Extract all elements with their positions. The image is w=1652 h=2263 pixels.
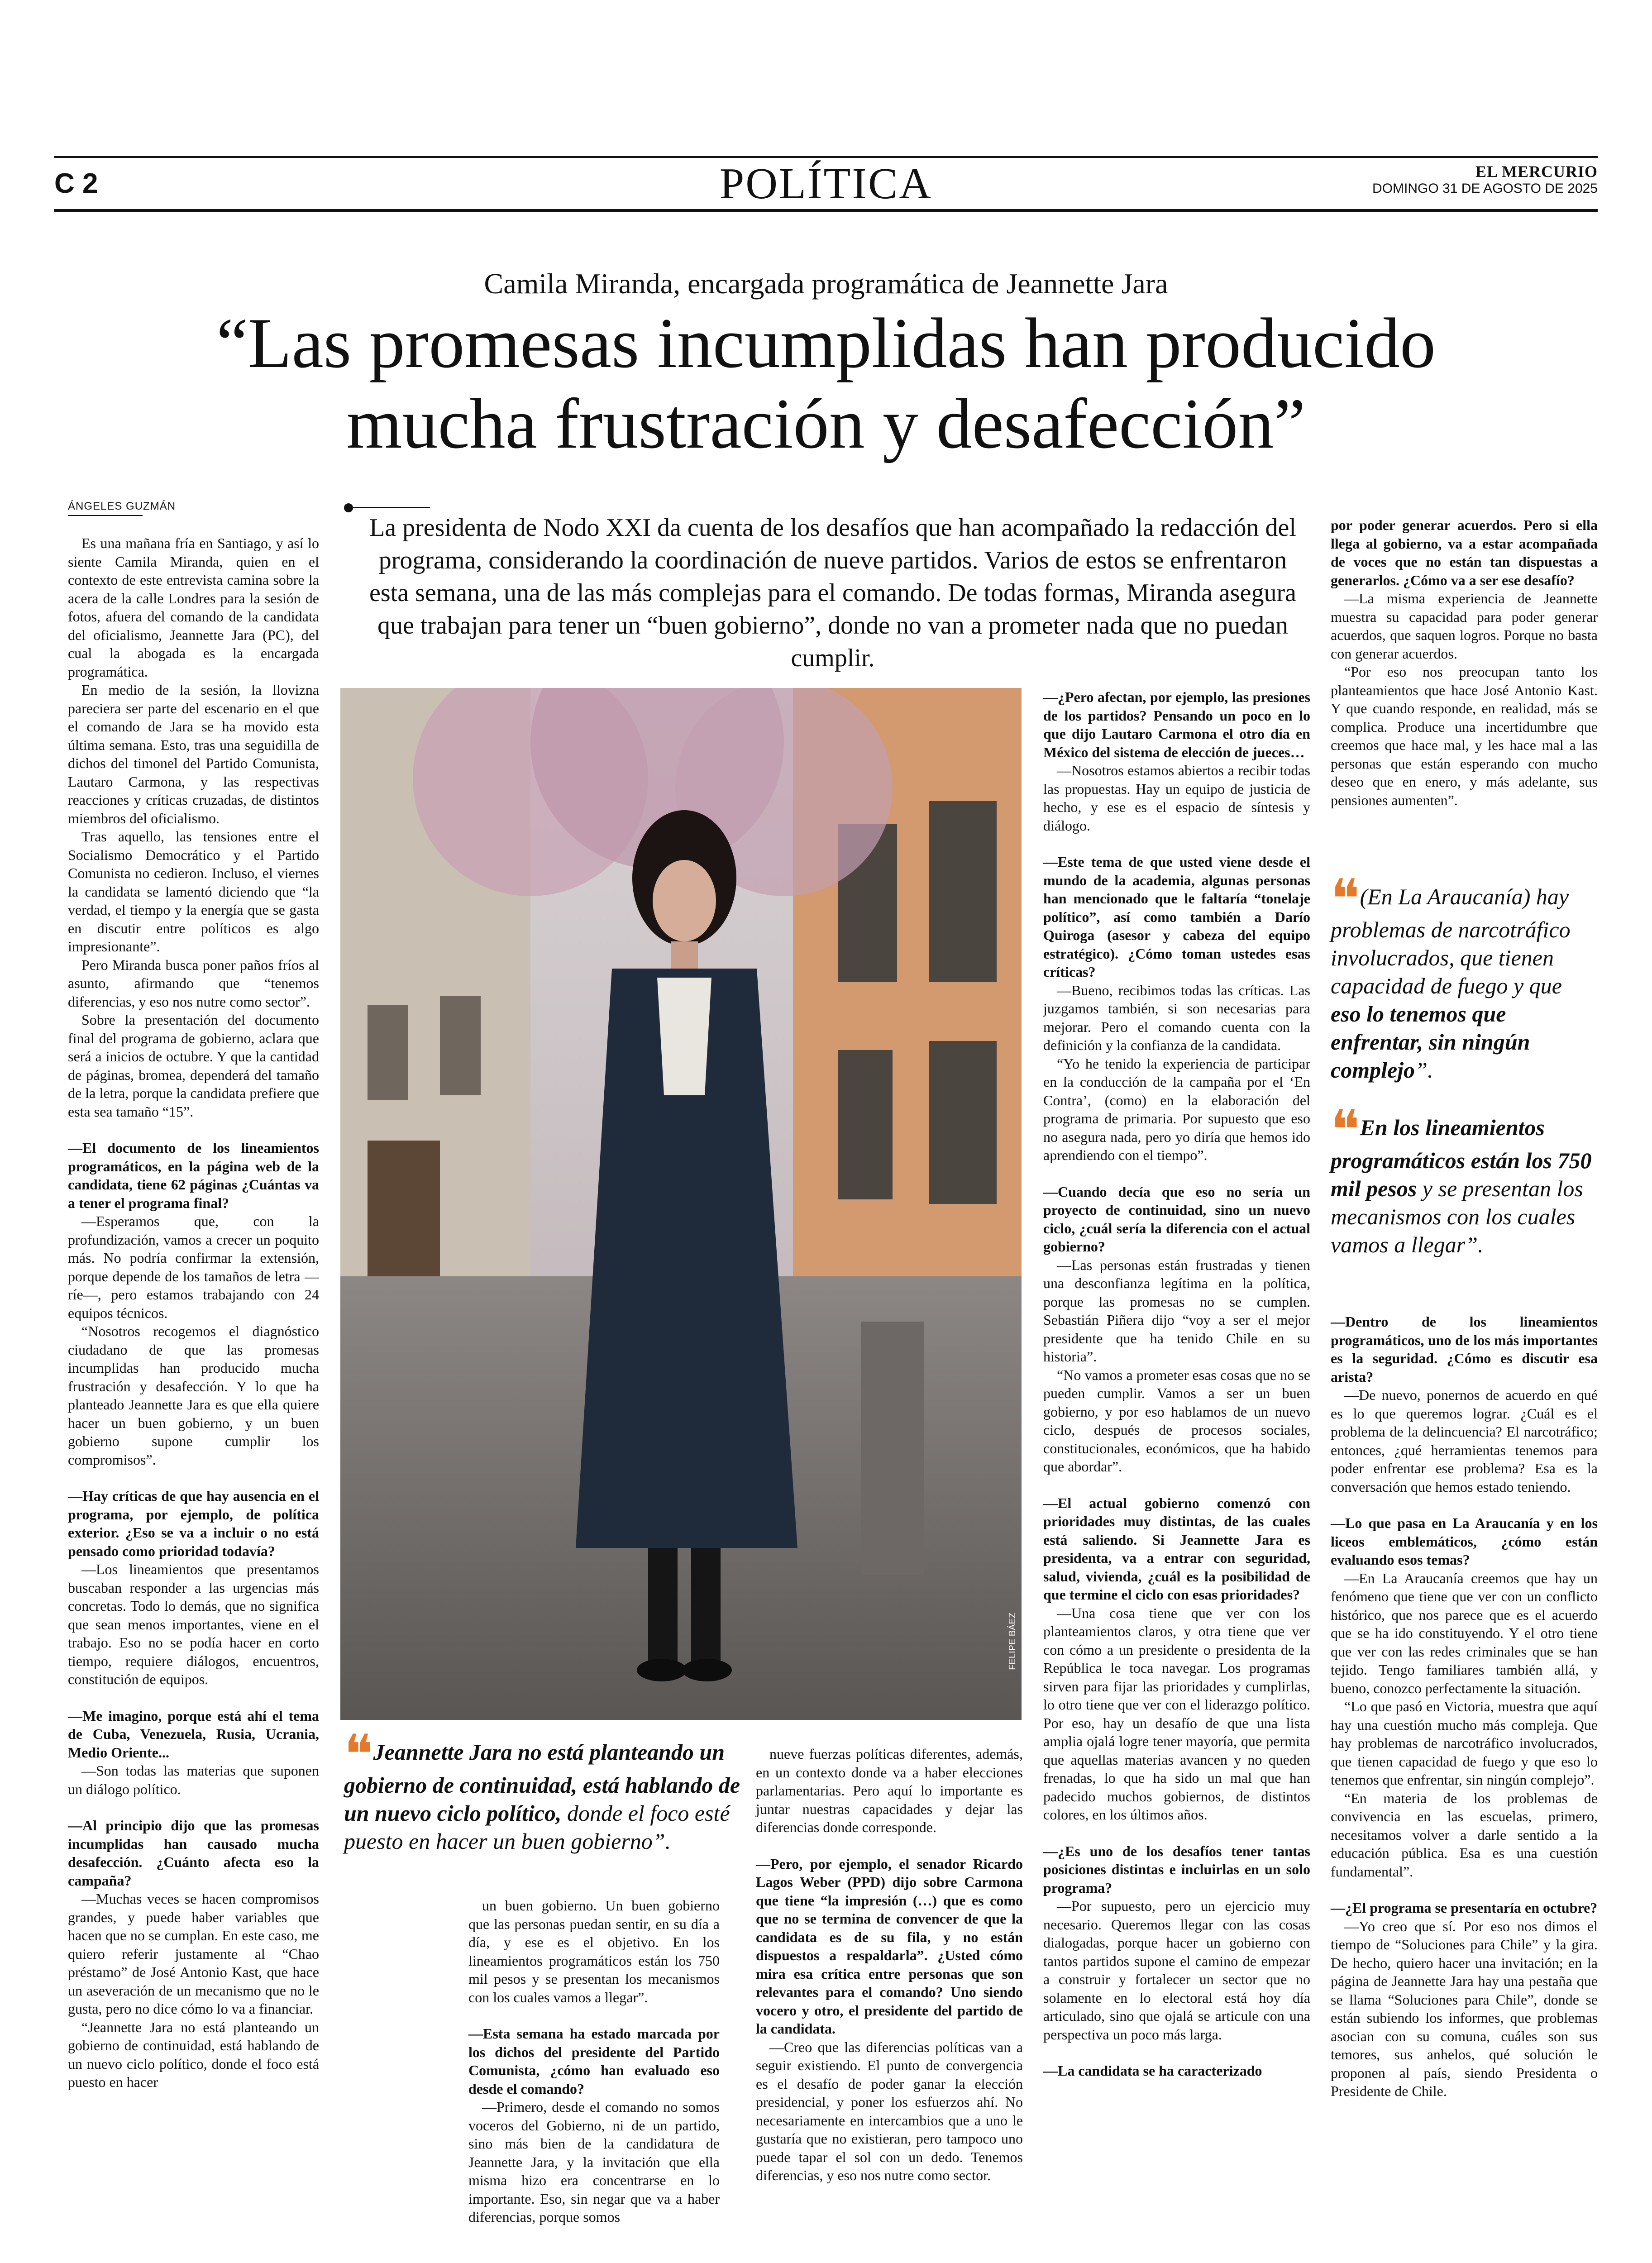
pullquote-1-rest: donde el foco esté puesto en hacer un buen gobierno”. (344, 1800, 730, 1854)
pullquote-2-text: (En La Araucanía) hay problemas de narcotráfico involucrados, que tienen capacidad de fuego y que (1331, 884, 1571, 998)
article-paragraph: —Una cosa tiene que ver con los planteamientos claros, y otra tiene que ver con cómo a un presidente o presidenta de la República le toca navegar. Los programas sirven para fijar las prioridades y cumplirlas, lo otro tiene que ver con el liderazgo político. Por eso, hay un desafío de que una lista amplia ojalá logre tener mayoría, que permita que aquellas materias avancen y no queden frenadas, lo que ha sido un mal que han padecido muchos gobiernos, de distintos colores, en los últimos años. (1043, 1604, 1310, 1823)
interview-question: —Lo que pasa en La Araucanía y en los liceos emblemáticos, ¿cómo están evaluando esos temas? (1331, 1515, 1598, 1568)
interview-question: —Este tema de que usted viene desde el mundo de la academia, algunas personas han mencionado que le faltaría “tonelaje político”, así como también a Darío Quiroga (asesor y cabeza del equipo estratégico). ¿Cómo toman ustedes esas críticas? (1043, 854, 1310, 980)
interview-question: —Esta semana ha estado marcada por los dichos del presidente del Partido Comunista, ¿cómo han evaluado eso desde el comando? (468, 2025, 720, 2097)
article-paragraph: Sobre la presentación del documento final del programa de gobierno, aclara que será a inicios de octubre. Y que la cantidad de páginas, bromea, dependerá del tamaño de la letra, porque la candidata prefiere que esta sea tamaño “15”. (68, 1012, 319, 1120)
article-paragraph: “Lo que pasó en Victoria, muestra que aquí hay una cuestión mucho más compleja. Que hay problemas de narcotráfico involucrados, que tienen capacidad de fuego y que eso lo tenemos que enfrentar, sin ningún complejo”. (1331, 1698, 1598, 1788)
pullquote-1-bold: Jeannette Jara no está planteando un gobierno de continuidad, está hablando de un nuevo ciclo político, (344, 1739, 740, 1826)
issue-date: DOMINGO 31 DE AGOSTO DE 2025 (1372, 181, 1598, 196)
dek: La presidenta de Nodo XXI da cuenta de los desafíos que han acompañado la redacción del programa, considerando la coordinación de nueve partidos. Varios de estos se enfrentaron esta semana, una de las más complejas para el comando. De todas formas, Miranda asegura que trabajan para tener un “buen gobierno”, donde no van a prometer nada que no puedan cumplir. (369, 514, 1296, 672)
interview-question: —Me imagino, porque está ahí el tema de Cuba, Venezuela, Rusia, Ucrania, Medio Oriente... (68, 1707, 319, 1761)
interview-question: —Cuando decía que eso no sería un proyecto de continuidad, sino un nuevo ciclo, ¿cuál sería la diferencia con el actual gobierno? (1043, 1183, 1310, 1255)
article-paragraph: —Esperamos que, con la profundización, vamos a crecer un poquito más. No podría confirmar la extensión, porque depende de los tamaños de letra —ríe—, pero estamos trabajando con 24 equipos técnicos. (68, 1213, 319, 1321)
interview-question: —¿El programa se presentaría en octubre? (1331, 1900, 1598, 1916)
article-paragraph: —Creo que las diferencias políticas van a seguir existiendo. El punto de convergencia es el desafío de poder ganar la elección presidencial, y poner los esfuerzos ahí. No necesariamente en intercambios que a uno le gustaría que no existieran, pero tampoco uno puede tapar el sol con un dedo. Tenemos diferencias, y eso nos nutre como sector. (756, 2039, 1023, 2183)
article-paragraph: Tras aquello, las tensiones entre el Socialismo Democrático y el Partido Comunista no cedieron. Incluso, el viernes la candidata se lamentó diciendo que “la verdad, el tiempo y la energía que se gasta en discutir entre políticos es algo impresionante”. (68, 828, 319, 955)
article-paragraph: “Yo he tenido la experiencia de participar en la conducción de la campaña por el ‘En Contra’, (como) en la elaboración del programa de primaria. Por supuesto que eso no asegura nada, pero yo diría que hemos ido aprendiendo con el tiempo”. (1043, 1055, 1310, 1163)
street-scene-illustration (340, 688, 1022, 1720)
article-paragraph: En medio de la sesión, la llovizna pareciera ser parte del escenario en el que el comando de Jara se ha movido esta última semana. Esto, tras una seguidilla de dichos del timonel del Partido Comunista, Lautaro Carmona, y las respectivas reacciones y críticas cruzadas, de distintos miembros del oficialismo. (68, 682, 319, 826)
article-paragraph: —Muchas veces se hacen compromisos grandes, y puede haber variables que hacen que no se cumplan. En este caso, me quiero referir justamente al “Chao préstamo” de José Antonio Kast, que hace un aseveración de un mecanismo que no le gusta, pero no dice cómo lo va a financiar. (68, 1891, 319, 2017)
photo-credit: FELIPE BÁEZ (1007, 1613, 1017, 1670)
article-column-4 (1043, 688, 1310, 2080)
interview-question: —Hay críticas de que hay ausencia en el programa, por ejemplo, de política exterior. ¿Eso se va a incluir o no está pensado como prioridad todavía? (68, 1488, 319, 1559)
pullquote-1 (344, 1724, 769, 1855)
headline-line-1: “Las promesas incumplidas han producido (216, 304, 1436, 383)
article-column-1 (68, 534, 319, 2091)
interview-question: —Pero, por ejemplo, el senador Ricardo Lagos Weber (PPD) dijo sobre Carmona que tiene “la impresión (…) que es como que no se termina de convencer de que la candidata es de su fila, y no están dispuestos a respaldarla”. ¿Usted cómo mira esa crítica entre personas que son relevantes para el comando? Uno siendo vocero y otro, el presidente del partido de la candidata. (756, 1855, 1023, 2037)
article-paragraph: —Bueno, recibimos todas las críticas. Las juzgamos también, si son necesarias para mejorar. Pero el comando cuenta con la definición y la confianza de la candidata. (1043, 982, 1310, 1053)
article-paragraph: —Por supuesto, pero un ejercicio muy necesario. Queremos llegar con las cosas dialogadas, porque hacer un gobierno con tantos partidos supone el camino de empezar a construir y fortalecer un sector que no solamente en lo electoral está hoy día articulado, sino que ojalá se articule con una perspectiva un poco más larga. (1043, 1898, 1310, 2043)
article-paragraph: “En materia de los problemas de convivencia en las escuelas, primero, necesitamos volver a darle sentido a la educación pública. Esa es una cuestión fundamental”. (1331, 1790, 1598, 1880)
article-paragraph: —La misma experiencia de Jeannette muestra su capacidad para poder generar acuerdos, que saquen logros. Porque no basta con generar acuerdos. (1331, 590, 1598, 662)
article-paragraph: “Nosotros recogemos el diagnóstico ciudadano de que las promesas incumplidas han producido mucha frustración y desafección. Y lo que ha planteado Jeannette Jara es que ella quiere hacer un buen gobierno, y un buen gobierno supone cumplir los compromisos”. (68, 1323, 319, 1468)
kicker: Camila Miranda, encargada programática de Jeannette Jara (484, 267, 1168, 300)
pullquote-2-bold: eso lo tenemos que enfrentar, sin ningún complejo (1331, 1001, 1530, 1083)
quote-mark-icon: ❝ (344, 1724, 367, 1786)
article-paragraph: —Las personas están frustradas y tienen una desconfianza legítima en la política, porque las promesas no se cumplen. Sebastián Piñera dijo “voy a ser el mejor presidente que ha tenido Chile en su historia”. (1043, 1256, 1310, 1365)
interview-question: —La candidata se ha caracterizado (1043, 2062, 1262, 2079)
article-paragraph: “Jeannette Jara no está planteando un gobierno de continuidad, está hablando de un nuevo ciclo político, donde el foco está puesto en hacer (68, 2019, 319, 2090)
article-paragraph: “Por eso nos preocupan tanto los planteamientos que hace José Antonio Kast. Y que cuando responde, en realidad, más se complica. Produce una incertidumbre que creemos que hace mal, y les hace mal a las personas que están esperando con mucho deseo que en enero, y más adelante, sus pensiones aumenten”. (1331, 664, 1598, 808)
article-column-5b (1331, 1313, 1598, 2101)
pullquote-2-end: ”. (1415, 1057, 1433, 1083)
quote-mark-icon: ❝ (1331, 1099, 1354, 1162)
headline (54, 303, 1598, 464)
quote-mark-icon: ❝ (1331, 868, 1354, 931)
article-paragraph: —Primero, desde el comando no somos voceros del Gobierno, ni de un partido, sino más bien de la candidatura de Jeannette Jara, y la invitación que ella misma hizo era concentrarse en lo importante. Eso, sin negar que va a haber diferencias, porque somos (468, 2099, 720, 2225)
article-column-2 (468, 1896, 720, 2226)
interview-question: —El actual gobierno comenzó con prioridades muy distintas, de las cuales está saliendo. Si Jeannette Jara es presidenta, va a entrar con seguridad, salud, vivienda, ¿cuál es la posibilidad de que termine el ciclo con esas prioridades? (1043, 1494, 1310, 1603)
article-paragraph: —De nuevo, ponernos de acuerdo en qué es lo que queremos lograr. ¿Cuál es el problema de la delincuencia? El narcotráfico; entonces, ¿qué herramientas tenemos para poder enfrentar ese problema? Esa es la conversación que hemos estado teniendo. (1331, 1387, 1598, 1495)
interview-question: —¿Es uno de los desafíos tener tantas posiciones distintas e incluirlas en un solo programa? (1043, 1843, 1310, 1896)
interview-question: —Dentro de los lineamientos programáticos, uno de los más importantes es la seguridad. ¿Cómo es discutir esa arista? (1331, 1313, 1598, 1385)
headline-line-2: mucha frustración y desafección” (346, 384, 1306, 463)
portrait-photo (340, 688, 1022, 1720)
article-paragraph: Es una mañana fría en Santiago, y así lo siente Camila Miranda, quien en el contexto de este entrevista camina sobre la acera de la calle Londres para la sesión de fotos, afuera del comando de la candidata del oficialismo, Jeannette Jara (PC), del cual la abogada es la encargada programática. (68, 535, 319, 680)
byline: ÁNGELES GUZMÁN (68, 500, 176, 512)
top-rule (54, 156, 1598, 158)
pullquote-3 (1331, 1099, 1598, 1259)
pullquote-3-end: y se presentan los mecanismos con los cuales vamos a llegar”. (1331, 1176, 1583, 1257)
article-paragraph: —Nosotros estamos abiertos a recibir todas las propuestas. Hay un equipo de justicia de hecho, y ese es el espacio de síntesis y diálogo. (1043, 762, 1310, 834)
article-paragraph: —Son todas las materias que suponen un diálogo político. (68, 1762, 319, 1797)
article-paragraph: —Yo creo que sí. Por eso nos dimos el tiempo de “Soluciones para Chile” y la gira. De hecho, quiero hacer una invitación; en la página de Jeannette Jara hay una pestaña que se llama “Soluciones para Chile”, donde se están subiendo los informes, que problemas asocian con su comuna, cuáles son sus temores, sus anhelos, qué solución le proponen al país, siendo Presidenta o Presidente de Chile. (1331, 1918, 1598, 2099)
article-column-5 (1331, 516, 1598, 809)
masthead-name: EL MERCURIO (1475, 162, 1598, 181)
dek-rule (353, 507, 430, 508)
article-paragraph: —En La Araucanía creemos que hay un fenómeno que tiene que ver con un conflicto histórico, que nos parece que es el acuerdo que se ha ido constituyendo. Y el otro tiene que ver con las redes criminales que se han tejido. Tengo familiares también allá, y bueno, conozco perfectamente la situación. (1331, 1570, 1598, 1696)
article-paragraph: nueve fuerzas políticas diferentes, además, en un contexto donde va a haber elecciones parlamentarias. Pero aquí lo importante es juntar nuestras capacidades y dejar las diferencias donde corresponde. (756, 1746, 1023, 1835)
interview-question: —¿Pero afectan, por ejemplo, las presiones de los partidos? Pensando un poco en lo que dijo Lautaro Carmona el otro día en México del sistema de elección de jueces… (1043, 689, 1310, 760)
header-rule (54, 209, 1598, 212)
dek-bullet (344, 503, 353, 512)
pullquote-2 (1331, 868, 1598, 1084)
page-number: C 2 (54, 168, 98, 199)
article-column-3 (756, 1745, 1023, 2185)
section-title: POLÍTICA (719, 159, 933, 208)
interview-question: —El documento de los lineamientos programáticos, en la página web de la candidata, tiene 62 páginas ¿Cuántas va a tener el programa final? (68, 1140, 319, 1211)
byline-rule (68, 515, 143, 516)
article-paragraph: un buen gobierno. Un buen gobierno que las personas puedan sentir, en su día a día, y ese es el objetivo. En los lineamientos programáticos están los 750 mil pesos y se presentan los mecanismos con los cuales vamos a llegar”. (468, 1897, 720, 2005)
article-paragraph: —Los lineamientos que presentamos buscaban responder a las urgencias más concretas. Todo lo demás, que no significa que sean menos importantes, viene en el trabajo. Eso no se podía hacer en corto tiempo, requiere diálogos, encuentros, constitución de equipos. (68, 1561, 319, 1687)
pullquote-3-bold: En los lineamientos programáticos están los 750 mil pesos (1331, 1115, 1592, 1201)
article-paragraph: “No vamos a prometer esas cosas que no se pueden cumplir. Vamos a ser un buen gobierno, y por eso hablamos de un nuevo ciclo, después de procesos sociales, constitucionales, económicos, que ha habido que abordar”. (1043, 1366, 1310, 1475)
interview-question: —Al principio dijo que las promesas incumplidas han causado mucha desafección. ¿Cuánto afecta eso la campaña? (68, 1817, 319, 1889)
article-paragraph: Pero Miranda busca poner paños fríos al asunto, afirmando que “tenemos diferencias, y eso nos nutre como sector”. (68, 956, 319, 1010)
interview-question: por poder generar acuerdos. Pero si ella llega al gobierno, va a estar acompañada de voces que no están tan dispuestas a generarlos. ¿Cómo va a ser ese desafío? (1331, 517, 1598, 588)
